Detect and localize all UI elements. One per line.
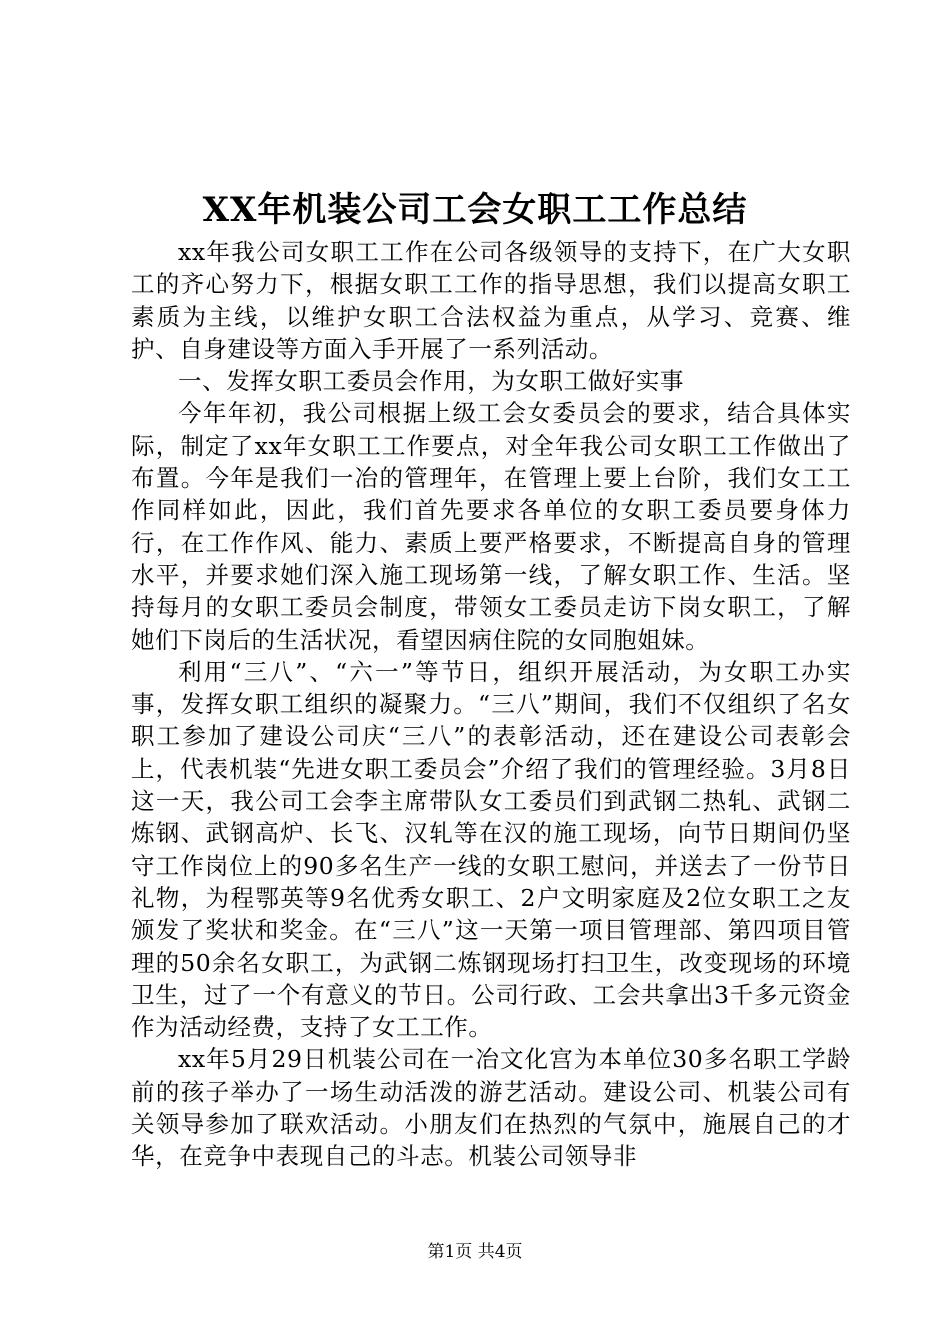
paragraph-intro: xx年我公司女职工工作在公司各级领导的支持下，在广大女职工的齐心努力下，根据女职工工作的指导思想，我们以提高女职工素质为主线，以维护女职工合法权益为重点，从学习、竞赛、维护、自身建设等方面入手开展了一系列活动。 [131, 238, 851, 363]
page-footer: 第1页 共4页 [427, 1242, 523, 1262]
paragraph-festival-activities: 利用“三八”、“六一”等节日，组织开展活动，为女职工办实事，发挥女职工组织的凝聚力。“三八”期间，我们不仅组织了名女职工参加了建设公司庆“三八”的表彰活动，还在建设公司表彰会上，代表机装“先进女职工委员会”介绍了我们的管理经验。3月8日这一天，我公司工会李主席带队女工委员们到武钢二热轧、武钢二炼钢、武钢高炉、长飞、汉轧等在汉的施工现场，向节日期间仍坚守工作岗位上的90多名生产一线的女职工慰问，并送去了一份节日礼物，为程鄂英等9名优秀女职工、2户文明家庭及2位女职工之友颁发了奖状和奖金。在“三八”这一天第一项目管理部、第四项目管理的50余名女职工，为武钢二炼钢现场打扫卫生，改变现场的环境卫生，过了一个有意义的节日。公司行政、工会共拿出3千多元资金作为活动经费，支持了女工工作。 [131, 657, 851, 1042]
paragraph-annual-plan: 今年年初，我公司根据上级工会女委员会的要求，结合具体实际，制定了xx年女职工工作要点，对全年我公司女职工工作做出了布置。今年是我们一冶的管理年，在管理上要上台阶，我们女工工作同样如此，因此，我们首先要求各单位的女职工委员要身体力行，在工作作风、能力、素质上要严格要求，不断提高自身的管理水平，并要求她们深入施工现场第一线，了解女职工作、生活。坚持每月的女职工委员会制度，带领女工委员走访下岗女职工，了解她们下岗后的生活状况，看望因病住院的女同胞姐妹。 [131, 399, 851, 654]
paragraph-childrens-day: xx年5月29日机装公司在一冶文化宫为本单位30多名职工学龄前的孩子举办了一场生动活泼的游艺活动。建设公司、机装公司有关领导参加了联欢活动。小朋友们在热烈的气氛中，施展自己的才华，在竞争中表现自己的斗志。机装公司领导非 [131, 1045, 851, 1171]
document-body [131, 236, 851, 1173]
document-title: XX年机装公司工会女职工工作总结 [202, 190, 748, 230]
section-heading-1: 一、发挥女职工委员会作用，为女职工做好实事 [178, 367, 685, 396]
